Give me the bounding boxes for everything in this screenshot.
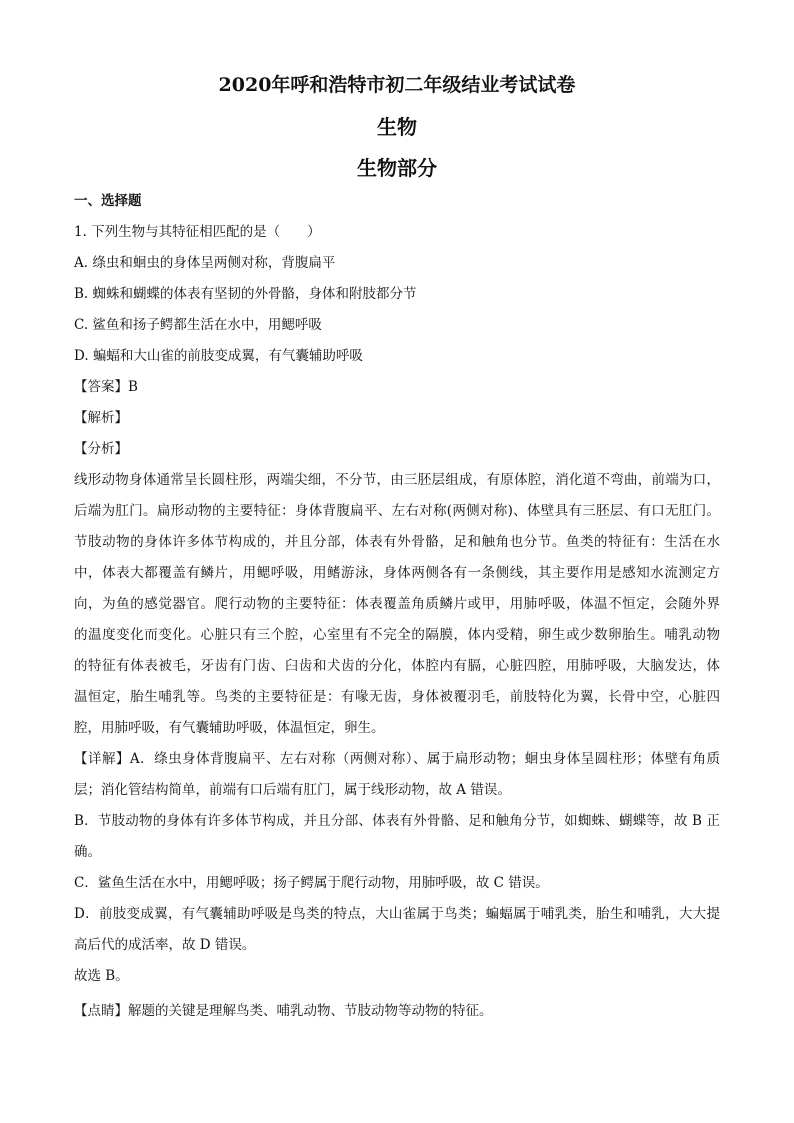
option-c: C. 鲨鱼和扬子鳄都生活在水中，用鳃呼吸 xyxy=(74,317,322,333)
analysis-line: 中，体表大都覆盖有鳞片，用鳃呼吸，用鳍游泳，身体两侧各有一条侧线，其主要作用是感知水流测定方 xyxy=(74,565,720,581)
section-title: 生物部分 xyxy=(357,156,437,180)
detail-line: 层；消化管结构简单，前端有口后端有肛门，属于线形动物，故 A 错误。 xyxy=(74,782,511,798)
section-heading: 一、选择题 xyxy=(74,193,142,209)
option-a: A. 绦虫和蛔虫的身体呈两侧对称，背腹扁平 xyxy=(74,255,336,271)
detail-line: 确。 xyxy=(74,844,101,860)
analysis-line: 的温度变化而变化。心脏只有三个腔，心室里有不完全的隔膜，体内受精，卵生或少数卵胎生。哺乳动物 xyxy=(74,627,720,643)
detail-line: 【详解】A．绦虫身体背腹扁平、左右对称（两侧对称）、属于扁形动物；蛔虫身体呈圆柱形；体壁有角质 xyxy=(74,751,720,767)
analysis-line: 腔，用肺呼吸，有气囊辅助呼吸，体温恒定，卵生。 xyxy=(74,720,385,736)
analysis-line: 节肢动物的身体许多体节构成的，并且分部，体表有外骨骼，足和触角也分节。鱼类的特征有：生活在水 xyxy=(74,534,720,550)
fenxi-label: 【分析】 xyxy=(74,441,128,457)
analysis-line: 向，为鱼的感觉器官。爬行动物的主要特征：体表覆盖角质鳞片或甲，用肺呼吸，体温不恒定，会随外界 xyxy=(74,596,720,612)
answer-line: 【答案】B xyxy=(74,379,138,395)
analysis-line: 后端为肛门。扁形动物的主要特征：身体背腹扁平、左右对称(两侧对称)、体壁具有三胚层、有口无肛门。 xyxy=(74,503,720,519)
option-d: D. 蝙蝠和大山雀的前肢变成翼，有气囊辅助呼吸 xyxy=(74,348,363,364)
detail-line: B．节肢动物的身体有许多体节构成，并且分部、体表有外骨骼、足和触角分节，如蜘蛛、蝴蝶等，故 B 正 xyxy=(74,813,720,829)
key-point-line: 【点睛】解题的关键是理解鸟类、哺乳动物、节肢动物等动物的特征。 xyxy=(74,1003,493,1019)
subject-title: 生物 xyxy=(377,115,417,139)
detail-line: 高后代的成活率，故 D 错误。 xyxy=(74,937,256,953)
jiexi-label: 【解析】 xyxy=(74,410,128,426)
exam-title: 2020年呼和浩特市初二年级结业考试试卷 xyxy=(218,74,576,96)
analysis-line: 线形动物身体通常呈长圆柱形，两端尖细，不分节，由三胚层组成，有原体腔，消化道不弯曲，前端为口， xyxy=(74,472,720,488)
detail-line: D．前肢变成翼，有气囊辅助呼吸是鸟类的特点，大山雀属于鸟类；蝙蝠属于哺乳类，胎生和哺乳，大大提 xyxy=(74,906,720,922)
question-stem: 1. 下列生物与其特征相匹配的是（ ） xyxy=(74,224,321,240)
detail-line: C．鲨鱼生活在水中，用鳃呼吸；扬子鳄属于爬行动物，用肺呼吸，故 C 错误。 xyxy=(74,875,549,891)
detail-line: 故选 B。 xyxy=(74,968,129,984)
analysis-line: 温恒定，胎生哺乳等。鸟类的主要特征是：有喙无齿，身体被覆羽毛，前肢特化为翼，长骨中空，心脏四 xyxy=(74,689,720,705)
option-b: B. 蜘蛛和蝴蝶的体表有坚韧的外骨骼，身体和附肢都分节 xyxy=(74,286,417,302)
analysis-line: 的特征有体表被毛，牙齿有门齿、臼齿和犬齿的分化，体腔内有膈，心脏四腔，用肺呼吸，大脑发达，体 xyxy=(74,658,720,674)
